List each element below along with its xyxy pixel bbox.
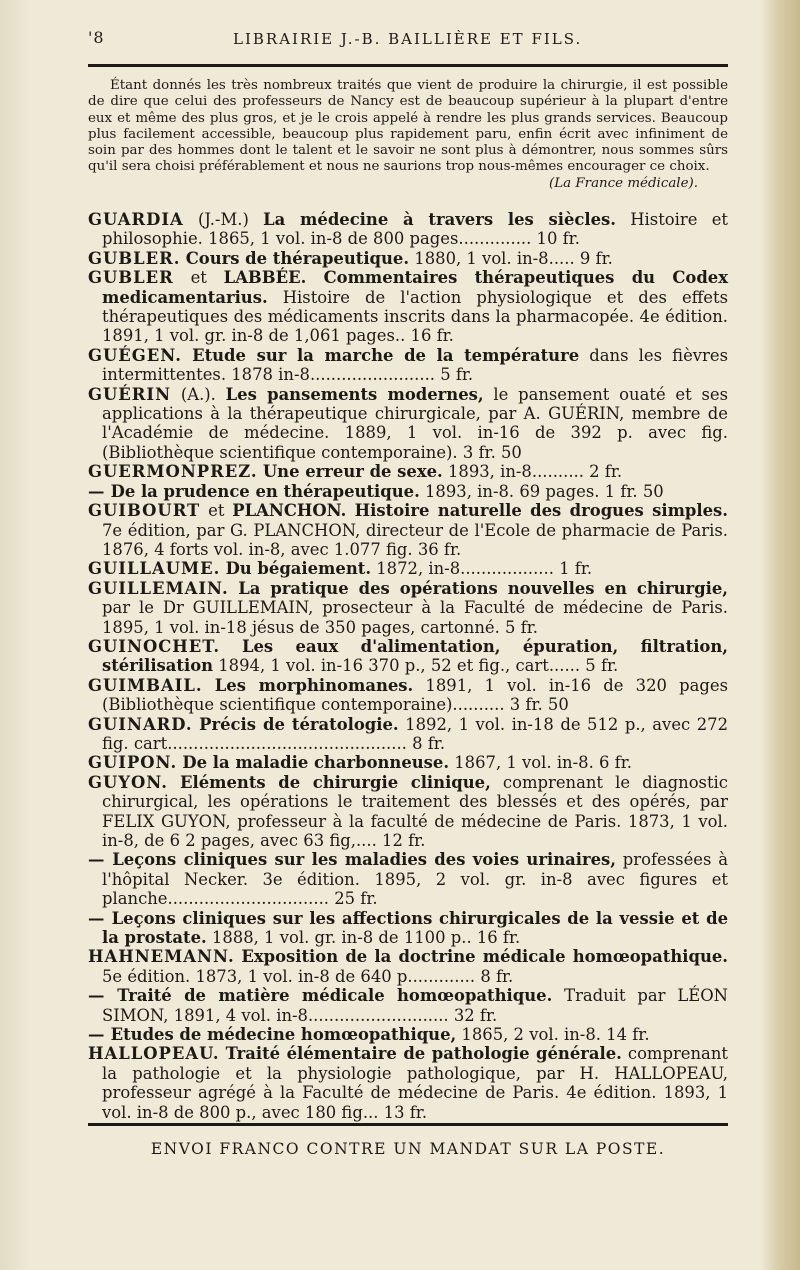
entry-title: Traité de matière médicale homœopathique. <box>117 986 553 1006</box>
entry-author: GUARDIA <box>88 210 184 229</box>
entry-title: La médecine à travers les siècles. <box>263 210 616 229</box>
catalog-entry <box>88 579 728 637</box>
entry-title: De la prudence en thérapeutique. <box>110 481 420 501</box>
catalog-entry <box>88 249 728 268</box>
entry-author-suffix: (A.). <box>171 384 226 404</box>
entry-author: GUINOCHET. <box>88 636 221 656</box>
entry-author: GUERMONPREZ. <box>88 462 258 482</box>
catalog-entry <box>88 462 728 481</box>
entry-title: Leçons cliniques sur les affections chirurgicales de la vessie et de la prostate. <box>102 908 728 948</box>
entry-details: 1867, 1 vol. in-8. 6 fr. <box>449 753 632 773</box>
entry-author: GUIPON. <box>88 753 178 773</box>
entry-details: 1893, in-8. 69 pages. 1 fr. 50 <box>419 481 664 501</box>
catalog-entry <box>88 676 728 715</box>
entry-title: La pratique des opérations nouvelles en chirurgie, <box>238 578 729 598</box>
entry-details: professées à l'hôpital Necker. 3e édition. 1895, 2 vol. gr. in-8 avec figures et planche............................... 25 fr. <box>102 850 728 909</box>
entry-details: 5e édition. 1873, 1 vol. in-8 de 640 p............. 8 fr. <box>102 966 514 986</box>
entry-author: GUBLER. <box>88 248 181 268</box>
entry-author: — <box>88 908 106 928</box>
catalog-entry <box>88 482 728 501</box>
entry-author: GUILLEMAIN. <box>88 578 229 598</box>
entry-title: LABBÉE. Commentaires thérapeutiques du Codex medicamentarius. <box>102 268 728 307</box>
entry-title: Leçons cliniques sur les maladies des voies urinaires, <box>112 850 616 870</box>
entry-details: Traduit par LÉON SIMON, 1891, 4 vol. in-8........................... 32 fr. <box>102 986 728 1025</box>
entry-title: Les pansements modernes, <box>225 384 484 404</box>
entry-details: par le Dr GUILLEMAIN, prosecteur à la Faculté de médecine de Paris. 1895, 1 vol. in-18 jésus de 350 pages, cartonné. 5 fr. <box>102 598 728 637</box>
entry-title: Etudes de médecine homœopathique, <box>110 1025 457 1045</box>
entry-details: 1894, 1 vol. in-16 370 p., 52 et fig., cart...... 5 fr. <box>213 656 619 676</box>
running-title: LIBRAIRIE J.-B. BAILLIÈRE ET FILS. <box>233 30 583 48</box>
entry-title: De la maladie charbonneuse. <box>182 753 450 773</box>
catalog-entry <box>88 850 728 908</box>
entry-author-suffix: et <box>173 268 224 288</box>
catalog-entry <box>88 1025 728 1044</box>
entry-details: dans les fièvres intermittentes. 1878 in-8........................ 5 fr. <box>102 345 729 385</box>
entry-author-suffix: et <box>200 501 233 521</box>
entry-details: 1888, 1 vol. gr. in-8 de 1100 p.. 16 fr. <box>206 928 521 948</box>
catalog-entry <box>88 501 728 559</box>
page-torn-edge <box>760 0 800 1270</box>
entry-author: GUIBOURT <box>88 501 201 521</box>
entry-details: 1892, 1 vol. in-18 de 512 p., avec 272 fig. cart.............................................. 8 fr. <box>102 714 728 753</box>
entry-title: Eléments de chirurgie clinique, <box>180 772 491 792</box>
footer-notice: ENVOI FRANCO CONTRE UN MANDAT SUR LA POSTE. <box>150 1140 666 1158</box>
entry-details: Histoire et philosophie. 1865, 1 vol. in-8 de 800 pages.............. 10 fr. <box>102 210 728 249</box>
entry-title: Du bégaiement. <box>225 559 372 579</box>
entry-details: 1891, 1 vol. in-16 de 320 pages (Bibliothèque scientifique contemporaine).......... 3 fr. 50 <box>102 675 728 715</box>
catalog-entry <box>88 909 728 948</box>
entry-author: GUBLER <box>88 268 174 288</box>
catalog-entry <box>88 637 728 676</box>
entry-details: 1865, 2 vol. in-8. 14 fr. <box>456 1025 650 1045</box>
entry-details: 7e édition, par G. PLANCHON, directeur de l'Ecole de pharmacie de Paris. 1876, 4 forts vol. in-8, avec 1.077 fig. 36 fr. <box>102 520 728 559</box>
entry-details: 1893, in-8.......... 2 fr. <box>442 462 623 482</box>
entry-author: — <box>88 986 106 1006</box>
entry-author-suffix <box>229 579 239 598</box>
entry-details: comprenant la pathologie et la physiologie pathologique, par H. HALLOPEAU, professeur agrégé à la Faculté de médecine de Paris. 4e édition. 1893, 1 vol. in-8 de 800 p., avec 180 fig... 13 fr. <box>102 1044 728 1122</box>
entry-title: Les morphinomanes. <box>214 675 414 695</box>
catalog-entry <box>88 947 728 986</box>
footer-rule <box>88 1123 728 1126</box>
press-quote <box>88 78 728 192</box>
entry-details: Histoire de l'action physiologique et des effets thérapeutiques des médicaments inscrits dans la pharmacopée. 4e édition. 1891, 1 vol. gr. in-8 de 1,061 pages.. 16 fr. <box>102 287 728 346</box>
catalog-entry <box>88 1044 728 1122</box>
page-content <box>88 0 728 1270</box>
entry-author: HALLOPEAU. <box>88 1044 220 1064</box>
entry-author: — <box>88 1025 106 1045</box>
catalog-entry <box>88 385 728 463</box>
entry-author: — <box>88 850 106 870</box>
entry-author: GUILLAUME. <box>88 559 221 579</box>
catalog-entry <box>88 268 728 346</box>
entry-title: Etude sur la marche de la température <box>192 345 580 365</box>
entry-title: Précis de tératologie. <box>199 714 399 734</box>
entry-author: GUYON. <box>88 772 168 792</box>
running-header <box>88 28 728 52</box>
entry-title: Une erreur de sexe. <box>262 462 443 482</box>
catalog-entry <box>88 559 728 578</box>
entry-author: GUÉGEN. <box>88 345 182 365</box>
entry-author-suffix <box>182 346 192 365</box>
entry-author: GUINARD. <box>88 714 193 734</box>
entry-author: GUIMBAIL. <box>88 675 203 695</box>
entry-title: Les eaux d'alimentation, épuration, filtration, stérilisation <box>102 636 728 676</box>
entry-title: PLANCHON. Histoire naturelle des drogues simples. <box>232 501 728 521</box>
page-number: '8 <box>88 28 105 47</box>
entry-title: Exposition de la doctrine médicale homœopathique. <box>241 947 728 967</box>
entry-author-suffix <box>168 773 180 792</box>
catalog-entry <box>88 715 728 754</box>
entry-title: Cours de thérapeutique. <box>185 248 410 268</box>
entry-author-suffix: (J.-M.) <box>183 210 264 229</box>
entry-title: Traité élémentaire de pathologie générale. <box>225 1044 622 1064</box>
catalog-entry <box>88 346 728 385</box>
catalog-entry <box>88 773 728 851</box>
page-gutter-shadow <box>0 0 30 1270</box>
catalog-entry <box>88 210 728 249</box>
entry-details: le pansement ouaté et ses applications à la thérapeutique chirurgicale, par A. GUÉRIN, membre de l'Académie de médecine. 1889, 1 vol. in-16 de 392 p. avec fig. (Bibliothèque scientifique contemporaine). 3 fr. 50 <box>102 384 728 462</box>
entry-details: 1872, in-8.................. 1 fr. <box>371 559 593 579</box>
catalog-listing <box>88 210 728 1122</box>
entry-details: comprenant le diagnostic chirurgical, les opérations le traitement des blessés et des opérés, par FELIX GUYON, professeur à la faculté de médecine de Paris. 1873, 1 vol. in-8, de 6 2 pages, avec 63 fig,.... 12 fr. <box>102 772 728 850</box>
entry-author-suffix <box>203 676 215 695</box>
entry-author-suffix <box>220 637 242 656</box>
entry-author: — <box>88 481 106 501</box>
entry-author: HAHNEMANN. <box>88 947 235 967</box>
entry-author-suffix <box>105 986 117 1005</box>
entry-author: GUÉRIN <box>88 384 172 404</box>
quote-source: (La France médicale). <box>549 175 698 191</box>
quote-text: Étant donnés les très nombreux traités que vient de produire la chirurgie, il est possible de dire que celui des professeurs de Nancy est de beaucoup supérieur à la plupart d'entre eux et même des plus gros, et je le crois appelé à rendre les plus grands services. Beaucoup plus facilement accessible, beaucoup plus rapidement paru, enfin écrit avec infiniment de soin par des hommes dont le talent et le savoir ne sont plus à démontrer, nous sommes sûrs qu'il sera choisi préférablement et nous ne saurions trop nous-mêmes encourager ce choix. <box>88 78 728 175</box>
catalog-entry <box>88 753 728 772</box>
header-rule <box>88 64 728 67</box>
catalog-entry <box>88 986 728 1025</box>
entry-details: 1880, 1 vol. in-8..... 9 fr. <box>409 248 613 268</box>
